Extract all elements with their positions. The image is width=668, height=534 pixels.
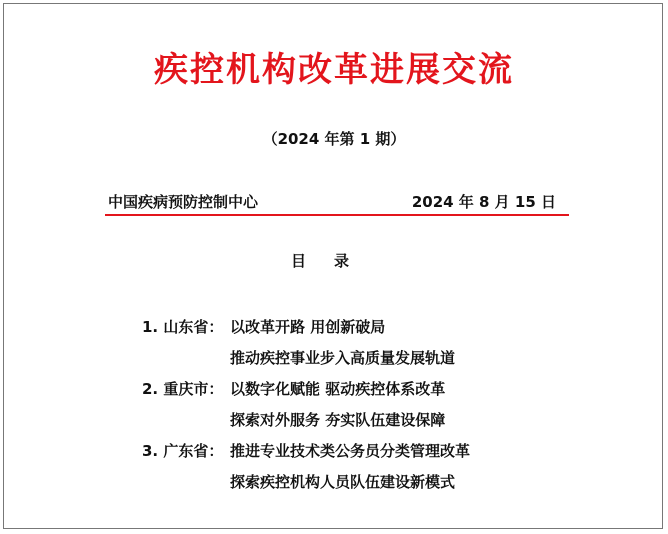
toc-item-label: 3. 广东省： bbox=[142, 442, 224, 460]
issue-date: 2024 年 8 月 15 日 bbox=[411, 193, 556, 211]
issuing-organization: 中国疾病预防控制中心 bbox=[108, 193, 259, 211]
red-divider bbox=[105, 214, 569, 216]
toc-item-subtitle: 推动疾控事业步入高质量发展轨道 bbox=[230, 349, 456, 367]
table-of-contents bbox=[142, 312, 470, 498]
document-page bbox=[3, 3, 663, 529]
toc-item-title: 以改革开路 用创新破局 bbox=[230, 318, 386, 336]
toc-item bbox=[142, 374, 470, 436]
toc-heading: 目录 bbox=[290, 252, 377, 270]
toc-item bbox=[142, 312, 470, 374]
document-title: 疾控机构改革进展交流 bbox=[154, 50, 514, 90]
toc-item-subtitle: 探索对外服务 夯实队伍建设保障 bbox=[230, 411, 446, 429]
toc-item-label: 1. 山东省： bbox=[142, 318, 224, 336]
toc-item-title: 以数字化赋能 驱动疾控体系改革 bbox=[230, 380, 446, 398]
toc-item-title: 推进专业技术类公务员分类管理改革 bbox=[230, 442, 471, 460]
toc-item-subtitle: 探索疾控机构人员队伍建设新模式 bbox=[230, 473, 456, 491]
toc-item bbox=[142, 436, 470, 498]
toc-item-label: 2. 重庆市： bbox=[142, 380, 224, 398]
issue-number: （2024 年第 1 期） bbox=[262, 130, 406, 148]
